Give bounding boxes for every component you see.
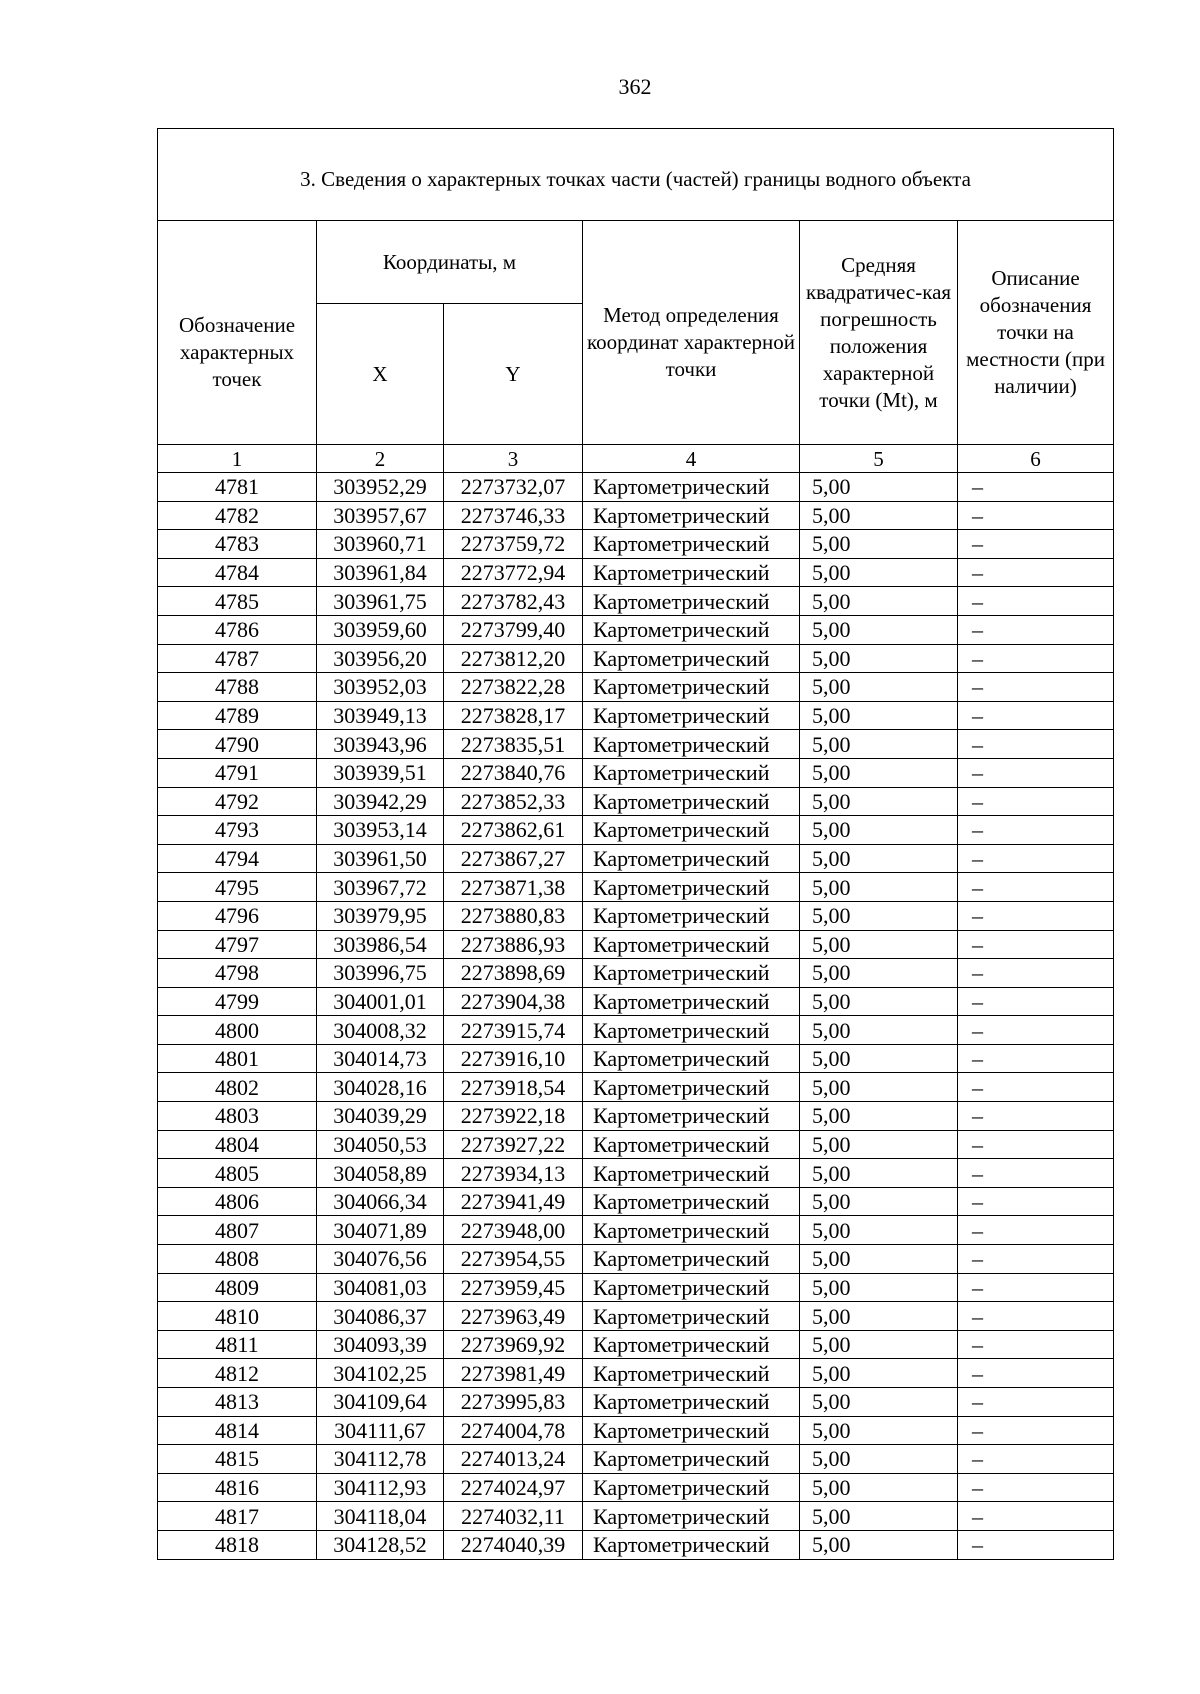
description-cell: – — [958, 1445, 1114, 1474]
method-cell: Картометрический — [583, 673, 800, 702]
table-row — [158, 1359, 1114, 1388]
method-cell: Картометрический — [583, 1502, 800, 1531]
point-id-cell: 4789 — [158, 701, 317, 730]
x-coordinate-cell: 303942,29 — [317, 787, 444, 816]
method-cell: Картометрический — [583, 901, 800, 930]
page-number: 362 — [618, 74, 652, 99]
table-row — [158, 987, 1114, 1016]
description-cell: – — [958, 901, 1114, 930]
error-cell: 5,00 — [800, 587, 958, 616]
point-id-cell: 4799 — [158, 987, 317, 1016]
error-cell: 5,00 — [800, 1073, 958, 1102]
table-row — [158, 587, 1114, 616]
error-cell: 5,00 — [800, 644, 958, 673]
point-id-cell: 4806 — [158, 1187, 317, 1216]
description-cell: – — [958, 1416, 1114, 1445]
error-cell: 5,00 — [800, 673, 958, 702]
point-id-cell: 4790 — [158, 730, 317, 759]
method-cell: Картометрический — [583, 1302, 800, 1331]
point-id-cell: 4795 — [158, 873, 317, 902]
error-cell: 5,00 — [800, 1359, 958, 1388]
error-cell: 5,00 — [800, 959, 958, 988]
point-id-cell: 4815 — [158, 1445, 317, 1474]
table-row — [158, 1016, 1114, 1045]
method-cell: Картометрический — [583, 1044, 800, 1073]
table-row — [158, 1502, 1114, 1531]
point-id-cell: 4786 — [158, 615, 317, 644]
point-id-cell: 4798 — [158, 959, 317, 988]
description-cell: – — [958, 1359, 1114, 1388]
x-coordinate-cell: 304112,78 — [317, 1445, 444, 1474]
y-coordinate-cell: 2273934,13 — [444, 1159, 583, 1188]
x-coordinate-cell: 304039,29 — [317, 1102, 444, 1131]
boundary-points-table — [157, 128, 1114, 1560]
description-cell: – — [958, 1245, 1114, 1274]
table-row — [158, 1187, 1114, 1216]
point-id-cell: 4805 — [158, 1159, 317, 1188]
table-row — [158, 701, 1114, 730]
description-cell: – — [958, 530, 1114, 559]
error-cell: 5,00 — [800, 1502, 958, 1531]
table-row — [158, 1445, 1114, 1474]
point-id-cell: 4810 — [158, 1302, 317, 1331]
error-cell: 5,00 — [800, 987, 958, 1016]
y-coordinate-cell: 2273959,45 — [444, 1273, 583, 1302]
table-row — [158, 873, 1114, 902]
y-coordinate-cell: 2273927,22 — [444, 1130, 583, 1159]
point-id-cell: 4818 — [158, 1530, 317, 1559]
method-cell: Картометрический — [583, 787, 800, 816]
point-id-cell: 4814 — [158, 1416, 317, 1445]
description-cell: – — [958, 644, 1114, 673]
y-coordinate-cell: 2273799,40 — [444, 615, 583, 644]
point-id-cell: 4811 — [158, 1330, 317, 1359]
method-cell: Картометрический — [583, 758, 800, 787]
error-cell: 5,00 — [800, 1102, 958, 1131]
point-id-cell: 4813 — [158, 1388, 317, 1417]
y-coordinate-cell: 2274040,39 — [444, 1530, 583, 1559]
x-coordinate-cell: 304128,52 — [317, 1530, 444, 1559]
error-cell: 5,00 — [800, 501, 958, 530]
x-coordinate-cell: 304118,04 — [317, 1502, 444, 1531]
y-coordinate-cell: 2273852,33 — [444, 787, 583, 816]
x-coordinate-cell: 304071,89 — [317, 1216, 444, 1245]
y-coordinate-cell: 2273995,83 — [444, 1388, 583, 1417]
x-coordinate-cell: 304058,89 — [317, 1159, 444, 1188]
table-row — [158, 615, 1114, 644]
table-row — [158, 501, 1114, 530]
x-coordinate-cell: 303957,67 — [317, 501, 444, 530]
y-coordinate-cell: 2273898,69 — [444, 959, 583, 988]
method-cell: Картометрический — [583, 587, 800, 616]
y-coordinate-cell: 2273904,38 — [444, 987, 583, 1016]
point-id-cell: 4782 — [158, 501, 317, 530]
description-cell: – — [958, 1273, 1114, 1302]
error-cell: 5,00 — [800, 1130, 958, 1159]
y-coordinate-cell: 2273812,20 — [444, 644, 583, 673]
x-coordinate-cell: 304001,01 — [317, 987, 444, 1016]
error-cell: 5,00 — [800, 1016, 958, 1045]
method-cell: Картометрический — [583, 1273, 800, 1302]
method-cell: Картометрический — [583, 1073, 800, 1102]
description-cell: – — [958, 1187, 1114, 1216]
table-row — [158, 530, 1114, 559]
y-coordinate-cell: 2273835,51 — [444, 730, 583, 759]
point-id-cell: 4801 — [158, 1044, 317, 1073]
table-row — [158, 844, 1114, 873]
table-row — [158, 1273, 1114, 1302]
point-id-cell: 4809 — [158, 1273, 317, 1302]
header-error: Средняя квадратичес-кая погрешность положения характерной точки (Mt), м — [800, 221, 958, 445]
description-cell: – — [958, 1530, 1114, 1559]
point-id-cell: 4784 — [158, 558, 317, 587]
x-coordinate-cell: 303986,54 — [317, 930, 444, 959]
x-coordinate-cell: 303961,84 — [317, 558, 444, 587]
point-id-cell: 4817 — [158, 1502, 317, 1531]
point-id-cell: 4785 — [158, 587, 317, 616]
header-method: Метод определения координат характерной точки — [583, 221, 800, 445]
header-point: Обозначение характерных точек — [158, 221, 317, 445]
table-row — [158, 1216, 1114, 1245]
point-id-cell: 4781 — [158, 473, 317, 502]
method-cell: Картометрический — [583, 959, 800, 988]
x-coordinate-cell: 304081,03 — [317, 1273, 444, 1302]
method-cell: Картометрический — [583, 701, 800, 730]
error-cell: 5,00 — [800, 873, 958, 902]
description-cell: – — [958, 873, 1114, 902]
error-cell: 5,00 — [800, 1445, 958, 1474]
table-row — [158, 1130, 1114, 1159]
point-id-cell: 4800 — [158, 1016, 317, 1045]
column-number: 4 — [583, 445, 800, 473]
description-cell: – — [958, 1073, 1114, 1102]
description-cell: – — [958, 1159, 1114, 1188]
description-cell: – — [958, 1330, 1114, 1359]
method-cell: Картометрический — [583, 530, 800, 559]
description-cell: – — [958, 959, 1114, 988]
description-cell: – — [958, 1502, 1114, 1531]
table-body — [158, 129, 1114, 1560]
error-cell: 5,00 — [800, 1245, 958, 1274]
error-cell: 5,00 — [800, 1273, 958, 1302]
column-number: 1 — [158, 445, 317, 473]
y-coordinate-cell: 2273969,92 — [444, 1330, 583, 1359]
description-cell: – — [958, 558, 1114, 587]
x-coordinate-cell: 303967,72 — [317, 873, 444, 902]
description-cell: – — [958, 1473, 1114, 1502]
error-cell: 5,00 — [800, 1388, 958, 1417]
error-cell: 5,00 — [800, 1187, 958, 1216]
x-coordinate-cell: 304093,39 — [317, 1330, 444, 1359]
x-coordinate-cell: 304050,53 — [317, 1130, 444, 1159]
x-coordinate-cell: 304076,56 — [317, 1245, 444, 1274]
x-coordinate-cell: 304014,73 — [317, 1044, 444, 1073]
error-cell: 5,00 — [800, 787, 958, 816]
table-row — [158, 1073, 1114, 1102]
point-id-cell: 4788 — [158, 673, 317, 702]
y-coordinate-cell: 2273948,00 — [444, 1216, 583, 1245]
description-cell: – — [958, 587, 1114, 616]
point-id-cell: 4793 — [158, 816, 317, 845]
point-id-cell: 4792 — [158, 787, 317, 816]
y-coordinate-cell: 2273871,38 — [444, 873, 583, 902]
table-row — [158, 1245, 1114, 1274]
method-cell: Картометрический — [583, 930, 800, 959]
method-cell: Картометрический — [583, 987, 800, 1016]
table-row — [158, 1159, 1114, 1188]
description-cell: – — [958, 930, 1114, 959]
x-coordinate-cell: 304109,64 — [317, 1388, 444, 1417]
error-cell: 5,00 — [800, 1530, 958, 1559]
description-cell: – — [958, 730, 1114, 759]
x-coordinate-cell: 303949,13 — [317, 701, 444, 730]
point-id-cell: 4807 — [158, 1216, 317, 1245]
table-row — [158, 1102, 1114, 1131]
method-cell: Картометрический — [583, 873, 800, 902]
error-cell: 5,00 — [800, 1416, 958, 1445]
header-coordinates: Координаты, м — [317, 221, 583, 304]
error-cell: 5,00 — [800, 530, 958, 559]
x-coordinate-cell: 303996,75 — [317, 959, 444, 988]
error-cell: 5,00 — [800, 473, 958, 502]
y-coordinate-cell: 2273867,27 — [444, 844, 583, 873]
x-coordinate-cell: 303961,75 — [317, 587, 444, 616]
point-id-cell: 4816 — [158, 1473, 317, 1502]
description-cell: – — [958, 1216, 1114, 1245]
method-cell: Картометрический — [583, 1130, 800, 1159]
table-row — [158, 1530, 1114, 1559]
y-coordinate-cell: 2273746,33 — [444, 501, 583, 530]
column-number: 2 — [317, 445, 444, 473]
error-cell: 5,00 — [800, 558, 958, 587]
error-cell: 5,00 — [800, 615, 958, 644]
y-coordinate-cell: 2273954,55 — [444, 1245, 583, 1274]
y-coordinate-cell: 2273981,49 — [444, 1359, 583, 1388]
method-cell: Картометрический — [583, 1416, 800, 1445]
x-coordinate-cell: 304102,25 — [317, 1359, 444, 1388]
x-coordinate-cell: 303939,51 — [317, 758, 444, 787]
table-row — [158, 558, 1114, 587]
error-cell: 5,00 — [800, 844, 958, 873]
x-coordinate-cell: 303953,14 — [317, 816, 444, 845]
error-cell: 5,00 — [800, 1216, 958, 1245]
table-row — [158, 730, 1114, 759]
error-cell: 5,00 — [800, 1473, 958, 1502]
point-id-cell: 4794 — [158, 844, 317, 873]
error-cell: 5,00 — [800, 930, 958, 959]
method-cell: Картометрический — [583, 1473, 800, 1502]
method-cell: Картометрический — [583, 1216, 800, 1245]
x-coordinate-cell: 303952,03 — [317, 673, 444, 702]
x-coordinate-cell: 304086,37 — [317, 1302, 444, 1331]
y-coordinate-cell: 2273822,28 — [444, 673, 583, 702]
y-coordinate-cell: 2273886,93 — [444, 930, 583, 959]
point-id-cell: 4783 — [158, 530, 317, 559]
table-row — [158, 1416, 1114, 1445]
y-coordinate-cell: 2273840,76 — [444, 758, 583, 787]
table-row — [158, 901, 1114, 930]
x-coordinate-cell: 303979,95 — [317, 901, 444, 930]
header-row-1 — [158, 221, 1114, 304]
y-coordinate-cell: 2274024,97 — [444, 1473, 583, 1502]
description-cell: – — [958, 473, 1114, 502]
description-cell: – — [958, 816, 1114, 845]
x-coordinate-cell: 303943,96 — [317, 730, 444, 759]
error-cell: 5,00 — [800, 1330, 958, 1359]
method-cell: Картометрический — [583, 1445, 800, 1474]
method-cell: Картометрический — [583, 473, 800, 502]
x-coordinate-cell: 304028,16 — [317, 1073, 444, 1102]
header-y: Y — [444, 304, 583, 445]
method-cell: Картометрический — [583, 501, 800, 530]
table-row — [158, 1044, 1114, 1073]
table-row — [158, 673, 1114, 702]
table-row — [158, 816, 1114, 845]
error-cell: 5,00 — [800, 1159, 958, 1188]
column-number: 3 — [444, 445, 583, 473]
title-row — [158, 129, 1114, 221]
point-id-cell: 4787 — [158, 644, 317, 673]
description-cell: – — [958, 1302, 1114, 1331]
point-id-cell: 4802 — [158, 1073, 317, 1102]
column-number: 5 — [800, 445, 958, 473]
error-cell: 5,00 — [800, 901, 958, 930]
table-title: 3. Сведения о характерных точках части (частей) границы водного объекта — [158, 129, 1114, 221]
x-coordinate-cell: 304008,32 — [317, 1016, 444, 1045]
description-cell: – — [958, 615, 1114, 644]
x-coordinate-cell: 303956,20 — [317, 644, 444, 673]
description-cell: – — [958, 1016, 1114, 1045]
method-cell: Картометрический — [583, 1530, 800, 1559]
y-coordinate-cell: 2273918,54 — [444, 1073, 583, 1102]
x-coordinate-cell: 303960,71 — [317, 530, 444, 559]
method-cell: Картометрический — [583, 1159, 800, 1188]
table-row — [158, 1302, 1114, 1331]
method-cell: Картометрический — [583, 1359, 800, 1388]
description-cell: – — [958, 1102, 1114, 1131]
table-row — [158, 758, 1114, 787]
table-row — [158, 473, 1114, 502]
error-cell: 5,00 — [800, 758, 958, 787]
point-id-cell: 4803 — [158, 1102, 317, 1131]
x-coordinate-cell: 304066,34 — [317, 1187, 444, 1216]
table-row — [158, 1473, 1114, 1502]
method-cell: Картометрический — [583, 1102, 800, 1131]
method-cell: Картометрический — [583, 1245, 800, 1274]
column-number-row — [158, 445, 1114, 473]
method-cell: Картометрический — [583, 615, 800, 644]
point-id-cell: 4797 — [158, 930, 317, 959]
y-coordinate-cell: 2273922,18 — [444, 1102, 583, 1131]
error-cell: 5,00 — [800, 816, 958, 845]
x-coordinate-cell: 303961,50 — [317, 844, 444, 873]
method-cell: Картометрический — [583, 1388, 800, 1417]
y-coordinate-cell: 2273732,07 — [444, 473, 583, 502]
y-coordinate-cell: 2273963,49 — [444, 1302, 583, 1331]
y-coordinate-cell: 2273916,10 — [444, 1044, 583, 1073]
description-cell: – — [958, 787, 1114, 816]
error-cell: 5,00 — [800, 701, 958, 730]
description-cell: – — [958, 1044, 1114, 1073]
table-row — [158, 1330, 1114, 1359]
y-coordinate-cell: 2273782,43 — [444, 587, 583, 616]
error-cell: 5,00 — [800, 730, 958, 759]
x-coordinate-cell: 303959,60 — [317, 615, 444, 644]
table-row — [158, 1388, 1114, 1417]
point-id-cell: 4808 — [158, 1245, 317, 1274]
y-coordinate-cell: 2274013,24 — [444, 1445, 583, 1474]
x-coordinate-cell: 304111,67 — [317, 1416, 444, 1445]
table-row — [158, 644, 1114, 673]
method-cell: Картометрический — [583, 816, 800, 845]
table-row — [158, 930, 1114, 959]
point-id-cell: 4791 — [158, 758, 317, 787]
y-coordinate-cell: 2274032,11 — [444, 1502, 583, 1531]
y-coordinate-cell: 2273828,17 — [444, 701, 583, 730]
error-cell: 5,00 — [800, 1044, 958, 1073]
table-row — [158, 787, 1114, 816]
y-coordinate-cell: 2273880,83 — [444, 901, 583, 930]
description-cell: – — [958, 758, 1114, 787]
method-cell: Картометрический — [583, 1016, 800, 1045]
header-description: Описание обозначения точки на местности (при наличии) — [958, 221, 1114, 445]
x-coordinate-cell: 303952,29 — [317, 473, 444, 502]
x-coordinate-cell: 304112,93 — [317, 1473, 444, 1502]
method-cell: Картометрический — [583, 644, 800, 673]
description-cell: – — [958, 501, 1114, 530]
table-row — [158, 959, 1114, 988]
point-id-cell: 4796 — [158, 901, 317, 930]
point-id-cell: 4804 — [158, 1130, 317, 1159]
y-coordinate-cell: 2273772,94 — [444, 558, 583, 587]
error-cell: 5,00 — [800, 1302, 958, 1331]
column-number: 6 — [958, 445, 1114, 473]
description-cell: – — [958, 844, 1114, 873]
y-coordinate-cell: 2273862,61 — [444, 816, 583, 845]
method-cell: Картометрический — [583, 558, 800, 587]
y-coordinate-cell: 2274004,78 — [444, 1416, 583, 1445]
y-coordinate-cell: 2273759,72 — [444, 530, 583, 559]
y-coordinate-cell: 2273915,74 — [444, 1016, 583, 1045]
method-cell: Картометрический — [583, 1187, 800, 1216]
point-id-cell: 4812 — [158, 1359, 317, 1388]
description-cell: – — [958, 1130, 1114, 1159]
description-cell: – — [958, 673, 1114, 702]
method-cell: Картометрический — [583, 1330, 800, 1359]
method-cell: Картометрический — [583, 844, 800, 873]
description-cell: – — [958, 701, 1114, 730]
description-cell: – — [958, 987, 1114, 1016]
method-cell: Картометрический — [583, 730, 800, 759]
description-cell: – — [958, 1388, 1114, 1417]
header-x: X — [317, 304, 444, 445]
y-coordinate-cell: 2273941,49 — [444, 1187, 583, 1216]
